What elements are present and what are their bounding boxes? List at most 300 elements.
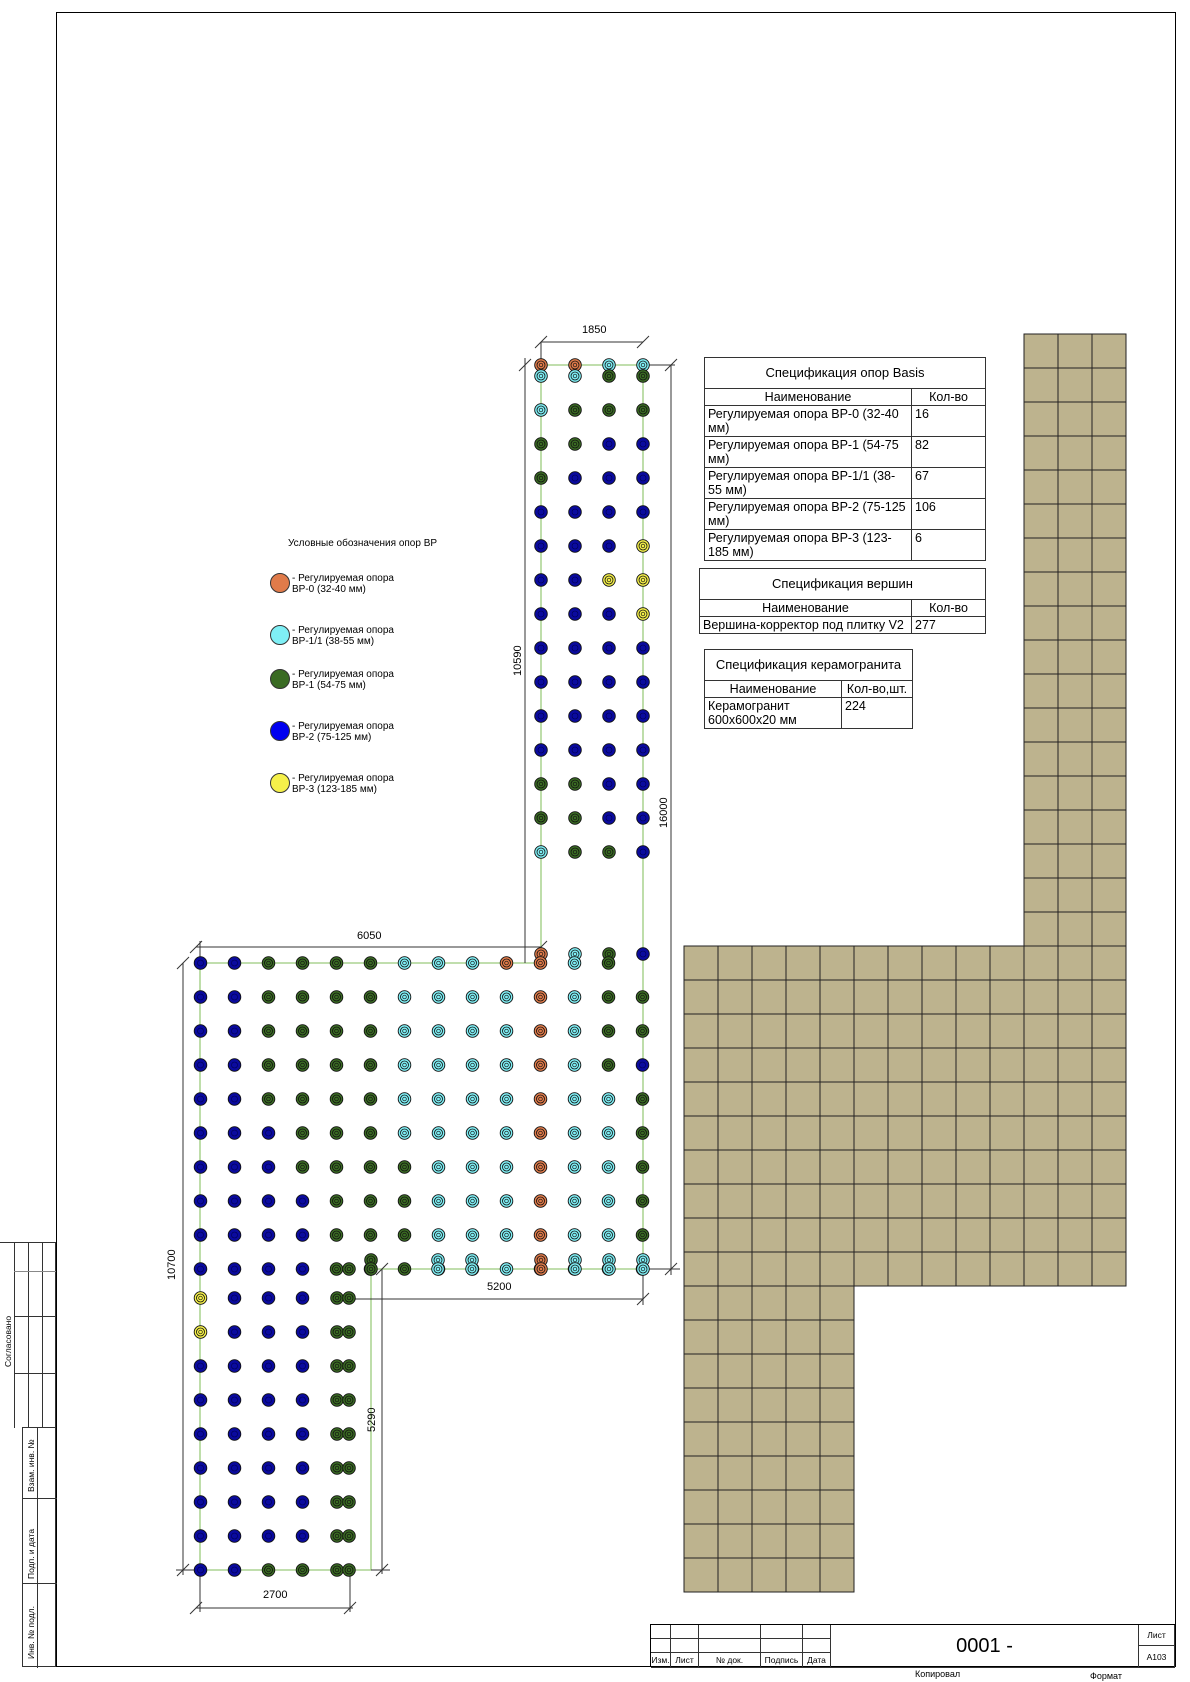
support-bp0	[534, 1127, 547, 1140]
support-bp2	[228, 991, 241, 1004]
support-bp2	[262, 1462, 275, 1475]
support-bp2	[194, 1394, 207, 1407]
legend-sublabel: ВР-1/1 (38-55 мм)	[292, 636, 375, 647]
support-bp1	[364, 1161, 377, 1174]
support-bp11	[500, 1263, 513, 1276]
circle-icon	[270, 573, 290, 593]
cell-qty: 67	[912, 468, 986, 499]
column-header: Кол-во	[912, 600, 986, 617]
support-bp11	[432, 1059, 445, 1072]
support-bp1	[296, 1161, 309, 1174]
support-bp1	[364, 957, 377, 970]
support-bp2	[535, 744, 548, 757]
support-bp11	[398, 1127, 411, 1140]
support-bp2	[228, 1326, 241, 1339]
support-bp2	[262, 1326, 275, 1339]
support-bp2	[228, 1025, 241, 1038]
support-bp2	[296, 1462, 309, 1475]
support-bp2	[637, 948, 650, 961]
support-bp11	[466, 1059, 479, 1072]
support-bp2	[228, 1564, 241, 1577]
cell-qty: 224	[842, 698, 913, 729]
legend-item-bp11	[270, 625, 470, 669]
cell-name: Регулируемая опора ВР-1 (54-75 мм)	[705, 437, 912, 468]
support-bp11	[535, 846, 548, 859]
legend-sublabel: ВР-0 (32-40 мм)	[292, 584, 366, 595]
stamp-sign-date: Подп. и дата	[26, 1528, 36, 1579]
dim-top-width: 1850	[582, 324, 607, 336]
support-bp1	[364, 1229, 377, 1242]
legend	[270, 538, 470, 825]
doc-number: 0001 -	[831, 1625, 1139, 1668]
support-bp1	[602, 957, 615, 970]
support-bp2	[535, 574, 548, 587]
support-bp1	[262, 1564, 275, 1577]
support-bp2	[194, 1059, 207, 1072]
support-bp0	[500, 957, 513, 970]
cell-name: Регулируемая опора ВР-0 (32-40 мм)	[705, 406, 912, 437]
support-bp2	[603, 710, 616, 723]
support-bp2	[603, 744, 616, 757]
support-bp1	[637, 370, 650, 383]
support-bp2	[637, 438, 650, 451]
support-bp1	[331, 1360, 344, 1373]
support-bp2	[637, 744, 650, 757]
support-bp2	[194, 991, 207, 1004]
stamp-inv-orig: Инв. № подл.	[26, 1606, 36, 1659]
table-title: Спецификация опор Basis	[705, 358, 986, 389]
support-bp2	[637, 676, 650, 689]
support-bp2	[194, 1564, 207, 1577]
legend-label: - Регулируемая опора	[292, 625, 394, 636]
support-bp2	[603, 778, 616, 791]
support-bp11	[500, 1025, 513, 1038]
support-bp2	[194, 1161, 207, 1174]
support-bp2	[637, 642, 650, 655]
support-bp1	[296, 1127, 309, 1140]
support-bp1	[330, 1229, 343, 1242]
support-bp2	[535, 710, 548, 723]
support-bp2	[228, 1428, 241, 1441]
support-bp1	[331, 1292, 344, 1305]
support-bp1	[602, 1025, 615, 1038]
support-bp2	[228, 1229, 241, 1242]
spec-supports-table	[704, 357, 986, 561]
support-bp1	[296, 991, 309, 1004]
support-bp3	[637, 608, 650, 621]
support-bp2	[569, 642, 582, 655]
table-title: Спецификация вершин	[700, 569, 986, 600]
support-bp11	[466, 957, 479, 970]
support-bp1	[330, 1263, 343, 1276]
support-bp0	[534, 1229, 547, 1242]
support-bp2	[296, 1195, 309, 1208]
col-doc-no: № док.	[699, 1653, 761, 1668]
support-bp3	[637, 540, 650, 553]
table-row	[705, 437, 986, 468]
dim-block-width: 6050	[357, 930, 382, 942]
support-bp1	[535, 812, 548, 825]
support-bp2	[535, 506, 548, 519]
support-bp2	[228, 1394, 241, 1407]
cell-name: Керамогранит 600х600х20 мм	[705, 698, 842, 729]
support-bp11	[602, 1127, 615, 1140]
cell-qty: 6	[912, 530, 986, 561]
support-bp2	[569, 676, 582, 689]
support-bp11	[466, 1195, 479, 1208]
cell-qty: 277	[912, 617, 986, 634]
support-bp11	[568, 1059, 581, 1072]
support-bp11	[432, 1263, 445, 1276]
support-bp1	[343, 1530, 356, 1543]
support-bp1	[364, 1059, 377, 1072]
support-bp2	[194, 1530, 207, 1543]
stamp-agreed-label: Согласовано	[3, 1315, 13, 1367]
support-bp1	[602, 1059, 615, 1072]
table-row	[705, 698, 913, 729]
dim-strip-height: 10590	[512, 645, 524, 676]
support-bp1	[343, 1394, 356, 1407]
support-bp2	[569, 472, 582, 485]
support-bp1	[330, 957, 343, 970]
support-bp2	[262, 1263, 275, 1276]
legend-item-bp1	[270, 669, 470, 721]
support-bp2	[262, 1360, 275, 1373]
legend-sublabel: ВР-2 (75-125 мм)	[292, 732, 372, 743]
support-bp1	[330, 1093, 343, 1106]
support-bp11	[568, 1229, 581, 1242]
support-bp1	[535, 472, 548, 485]
support-bp1	[343, 1496, 356, 1509]
support-bp1	[331, 1496, 344, 1509]
support-bp2	[603, 540, 616, 553]
copied-label: Копировал	[915, 1669, 961, 1679]
support-bp1	[262, 1025, 275, 1038]
support-bp11	[500, 1161, 513, 1174]
support-bp2	[228, 1462, 241, 1475]
support-bp1	[636, 991, 649, 1004]
table-row	[705, 530, 986, 561]
support-bp1	[330, 1059, 343, 1072]
support-bp11	[432, 1127, 445, 1140]
support-bp2	[194, 1195, 207, 1208]
dim-total-height: 16000	[658, 797, 670, 828]
sheet-label: Лист	[1139, 1625, 1175, 1646]
support-bp1	[569, 812, 582, 825]
support-bp1	[330, 1195, 343, 1208]
support-bp11	[466, 1161, 479, 1174]
column-header: Наименование	[705, 389, 912, 406]
cell-name: Вершина-корректор под плитку V2	[700, 617, 912, 634]
support-bp11	[500, 1229, 513, 1242]
support-bp1	[569, 846, 582, 859]
support-bp1	[331, 1564, 344, 1577]
support-bp11	[535, 370, 548, 383]
support-bp1	[330, 1127, 343, 1140]
col-date: Дата	[803, 1653, 831, 1668]
support-bp11	[432, 1025, 445, 1038]
table-row	[705, 468, 986, 499]
support-bp2	[637, 778, 650, 791]
support-bp11	[568, 991, 581, 1004]
table-title: Спецификация керамогранита	[705, 650, 913, 681]
legend-label: - Регулируемая опора	[292, 573, 394, 584]
support-bp2	[637, 710, 650, 723]
support-bp3	[603, 574, 616, 587]
support-bp2	[194, 1428, 207, 1441]
support-bp1	[296, 1093, 309, 1106]
support-bp2	[194, 1496, 207, 1509]
support-bp1	[636, 1229, 649, 1242]
support-bp11	[398, 1025, 411, 1038]
support-bp1	[331, 1530, 344, 1543]
support-bp11	[602, 1195, 615, 1208]
legend-item-bp3	[270, 773, 470, 825]
title-block	[650, 1624, 1176, 1667]
support-bp1	[637, 404, 650, 417]
support-bp2	[636, 1059, 649, 1072]
support-bp11	[569, 370, 582, 383]
support-bp1	[364, 1127, 377, 1140]
support-bp1	[398, 1161, 411, 1174]
support-bp2	[262, 1496, 275, 1509]
support-bp1	[364, 1025, 377, 1038]
support-bp2	[603, 812, 616, 825]
format-label: Формат	[1090, 1671, 1122, 1681]
support-bp1	[636, 1161, 649, 1174]
support-bp1	[296, 1025, 309, 1038]
support-bp0	[534, 1025, 547, 1038]
support-bp1	[296, 957, 309, 970]
support-bp2	[637, 472, 650, 485]
support-bp11	[466, 991, 479, 1004]
dim-leg-height: 5290	[366, 1407, 378, 1432]
support-bp11	[500, 991, 513, 1004]
support-bp2	[296, 1496, 309, 1509]
support-bp1	[343, 1263, 356, 1276]
support-bp1	[364, 1195, 377, 1208]
support-bp11	[602, 1229, 615, 1242]
support-bp1	[398, 1229, 411, 1242]
support-bp2	[194, 1263, 207, 1276]
dimension-lines	[176, 336, 680, 1614]
dim-leg-width: 2700	[263, 1589, 288, 1601]
support-bp1	[636, 1025, 649, 1038]
dim-step-width: 5200	[487, 1281, 512, 1293]
support-bp1	[603, 404, 616, 417]
support-bp1	[331, 1428, 344, 1441]
support-bp2	[296, 1292, 309, 1305]
support-bp2	[228, 1496, 241, 1509]
legend-label: - Регулируемая опора	[292, 669, 394, 680]
legend-sublabel: ВР-3 (123-185 мм)	[292, 784, 377, 795]
support-bp0	[534, 957, 547, 970]
legend-label: - Регулируемая опора	[292, 773, 394, 784]
legend-sublabel: ВР-1 (54-75 мм)	[292, 680, 366, 691]
support-bp1	[343, 1292, 356, 1305]
support-bp1	[602, 991, 615, 1004]
support-bp2	[194, 1025, 207, 1038]
support-bp2	[228, 1195, 241, 1208]
support-bp1	[636, 1093, 649, 1106]
support-bp2	[296, 1229, 309, 1242]
support-bp1	[569, 404, 582, 417]
support-bp2	[194, 1229, 207, 1242]
support-bp2	[569, 574, 582, 587]
support-bp2	[228, 1093, 241, 1106]
cell-name: Регулируемая опора ВР-1/1 (38-55 мм)	[705, 468, 912, 499]
support-bp1	[343, 1360, 356, 1373]
support-bp2	[569, 506, 582, 519]
support-bp11	[535, 404, 548, 417]
support-bp3	[194, 1292, 207, 1305]
support-bp2	[603, 472, 616, 485]
support-bp2	[569, 540, 582, 553]
support-bp1	[569, 438, 582, 451]
legend-title: Условные обозначения опор ВР	[288, 538, 438, 549]
support-bp2	[194, 1127, 207, 1140]
support-bp0	[534, 991, 547, 1004]
support-bp11	[568, 1161, 581, 1174]
support-bp11	[568, 1093, 581, 1106]
support-bp0	[534, 1059, 547, 1072]
support-bp2	[262, 1292, 275, 1305]
support-bp2	[603, 608, 616, 621]
support-bp1	[636, 1127, 649, 1140]
support-bp1	[331, 1394, 344, 1407]
support-bp2	[228, 1059, 241, 1072]
support-bp1	[603, 846, 616, 859]
support-bp3	[194, 1326, 207, 1339]
support-bp1	[262, 991, 275, 1004]
sheet-value: А103	[1139, 1646, 1175, 1668]
support-bp11	[398, 991, 411, 1004]
support-bp0	[534, 1161, 547, 1174]
support-bp0	[535, 1263, 548, 1276]
support-bp2	[637, 506, 650, 519]
col-list: Лист	[671, 1653, 699, 1668]
support-bp2	[262, 1229, 275, 1242]
support-bp1	[636, 1195, 649, 1208]
support-bp2	[603, 642, 616, 655]
support-bp11	[466, 1229, 479, 1242]
cell-qty: 16	[912, 406, 986, 437]
support-bp1	[330, 991, 343, 1004]
support-bp11	[568, 1195, 581, 1208]
support-bp11	[466, 1263, 479, 1276]
support-bp1	[398, 1263, 411, 1276]
support-bp2	[603, 506, 616, 519]
support-bp1	[398, 1195, 411, 1208]
support-bp2	[228, 1530, 241, 1543]
support-bp11	[398, 1059, 411, 1072]
support-bp1	[262, 1093, 275, 1106]
support-bp11	[432, 1161, 445, 1174]
column-header: Кол-во,шт.	[842, 681, 913, 698]
support-bp11	[568, 1127, 581, 1140]
col-signature: Подпись	[761, 1653, 803, 1668]
spec-tiles-table	[704, 649, 913, 729]
column-header: Наименование	[705, 681, 842, 698]
support-bp11	[637, 1263, 650, 1276]
support-bp2	[296, 1394, 309, 1407]
support-bp2	[535, 540, 548, 553]
column-header: Наименование	[700, 600, 912, 617]
support-bp1	[343, 1326, 356, 1339]
table-row	[705, 499, 986, 530]
support-bp11	[603, 1263, 616, 1276]
support-bp0	[534, 1195, 547, 1208]
support-bp3	[637, 574, 650, 587]
support-bp2	[296, 1326, 309, 1339]
support-bp2	[296, 1360, 309, 1373]
support-bp11	[466, 1025, 479, 1038]
support-bp11	[398, 1093, 411, 1106]
support-bp1	[262, 957, 275, 970]
support-bp2	[569, 744, 582, 757]
support-bp1	[296, 1059, 309, 1072]
support-bp2	[194, 1360, 207, 1373]
stamp-replace-inv: Взам. инв. №	[26, 1439, 36, 1492]
circle-icon	[270, 721, 290, 741]
stamp-column	[0, 1242, 56, 1667]
cell-name: Регулируемая опора ВР-3 (123-185 мм)	[705, 530, 912, 561]
support-bp2	[228, 1127, 241, 1140]
support-bp11	[568, 957, 581, 970]
support-bp1	[262, 1059, 275, 1072]
support-bp2	[296, 1530, 309, 1543]
support-bp1	[365, 1263, 378, 1276]
cell-qty: 82	[912, 437, 986, 468]
support-bp2	[228, 1360, 241, 1373]
legend-item-bp0	[270, 573, 470, 625]
support-bp1	[364, 1093, 377, 1106]
legend-item-bp2	[270, 721, 470, 773]
legend-label: - Регулируемая опора	[292, 721, 394, 732]
support-bp11	[432, 991, 445, 1004]
support-bp2	[262, 1394, 275, 1407]
circle-icon	[270, 625, 290, 645]
support-bp11	[398, 957, 411, 970]
support-bp11	[602, 1093, 615, 1106]
support-bp2	[603, 676, 616, 689]
circle-icon	[270, 669, 290, 689]
support-bp2	[569, 710, 582, 723]
support-bp11	[432, 1229, 445, 1242]
support-bp2	[637, 812, 650, 825]
support-bp1	[331, 1462, 344, 1475]
support-bp11	[568, 1025, 581, 1038]
support-bp1	[331, 1326, 344, 1339]
support-bp2	[228, 1292, 241, 1305]
support-bp11	[466, 1093, 479, 1106]
col-izm: Изм.	[651, 1653, 671, 1668]
support-bp2	[296, 1428, 309, 1441]
support-bp2	[194, 1462, 207, 1475]
support-bp11	[466, 1127, 479, 1140]
support-bp2	[228, 1161, 241, 1174]
support-bp11	[500, 1093, 513, 1106]
support-bp11	[569, 1263, 582, 1276]
support-bp2	[194, 957, 207, 970]
support-bp2	[535, 642, 548, 655]
support-bp1	[330, 1025, 343, 1038]
support-bp1	[296, 1564, 309, 1577]
support-bp11	[602, 1161, 615, 1174]
support-bp1	[343, 1428, 356, 1441]
cell-qty: 106	[912, 499, 986, 530]
support-bp2	[535, 608, 548, 621]
